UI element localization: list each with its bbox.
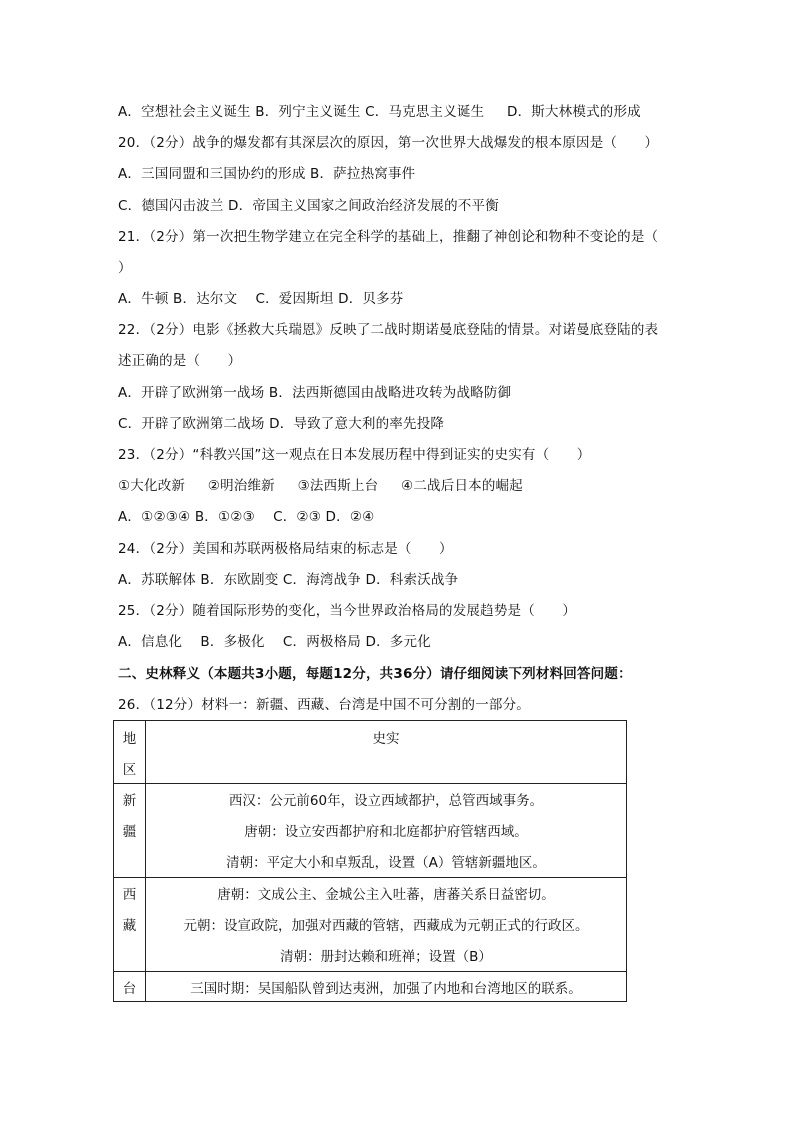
region-xinjiang-char-1: 新: [122, 793, 137, 809]
q23-options: A．①②③④ B．①②③ C．②③ D．②④: [118, 509, 375, 525]
history-table: [113, 720, 627, 1002]
q24-stem: 24．（2分）美国和苏联两极格局结束的标志是（ ）: [118, 541, 453, 557]
header-region-char-1: 地: [122, 731, 137, 747]
table-row-divider: [114, 971, 626, 972]
region-xizang-char-1: 西: [122, 887, 137, 903]
q22-stem-cont: 述正确的是（ ）: [118, 353, 242, 369]
q23-items: ①大化改新 ②明治维新 ③法西斯上台 ④二战后日本的崛起: [118, 478, 523, 494]
q24-options: A．苏联解体 B．东欧剧变 C．海湾战争 D．科索沃战争: [118, 572, 459, 588]
q21-stem-cont: ）: [118, 260, 132, 276]
xizang-fact-1: 唐朝：文成公主、金城公主入吐蕃，唐蕃关系日益密切。: [217, 887, 555, 903]
q20-stem: 20．（2分）战争的爆发都有其深层次的原因，第一次世界大战爆发的根本原因是（ ）: [118, 135, 659, 151]
q20-options-cd: C．德国闪击波兰 D．帝国主义国家之间政治经济发展的不平衡: [118, 198, 499, 214]
xinjiang-fact-2: 唐朝：设立安西都护府和北庭都护府管辖西域。: [244, 824, 528, 840]
q23-stem: 23．（2分）“科教兴国”这一观点在日本发展历程中得到证实的史实有（ ）: [118, 447, 591, 463]
q25-stem: 25．（2分）随着国际形势的变化，当今世界政治格局的发展趋势是（ ）: [118, 603, 577, 619]
xizang-fact-2: 元朝：设宣政院，加强对西藏的管辖，西藏成为元朝正式的行政区。: [183, 918, 589, 934]
table-row-divider: [114, 783, 626, 784]
q20-options-ab: A．三国同盟和三国协约的形成 B．萨拉热窝事件: [118, 166, 416, 182]
header-fact: 史实: [372, 731, 400, 747]
xizang-fact-3: 清朝：册封达赖和班禅；设置（B）: [280, 949, 492, 965]
q21-stem: 21．（2分）第一次把生物学建立在完全科学的基础上，推翻了神创论和物种不变论的是（: [118, 229, 659, 245]
q22-stem: 22．（2分）电影《拯救大兵瑞恩》反映了二战时期诺曼底登陆的情景。对诺曼底登陆的表: [118, 322, 659, 338]
region-taiwan-char-1: 台: [122, 981, 137, 997]
q21-options: A．牛顿 B．达尔文 C．爱因斯坦 D．贝多芬: [118, 291, 404, 307]
taiwan-fact-1: 三国时期：吴国船队曾到达夷洲，加强了内地和台湾地区的联系。: [190, 981, 582, 997]
header-region-char-2: 区: [122, 762, 137, 778]
table-row-divider: [114, 877, 626, 878]
xinjiang-fact-3: 清朝：平定大小和卓叛乱，设置（A）管辖新疆地区。: [226, 855, 546, 871]
q22-options-ab: A．开辟了欧洲第一战场 B．法西斯德国由战略进攻转为战略防御: [118, 385, 512, 401]
region-xizang-char-2: 藏: [122, 918, 137, 934]
region-xinjiang-char-2: 疆: [122, 824, 137, 840]
q19-options: A．空想社会主义诞生 B．列宁主义诞生 C．马克思主义诞生 D．斯大林模式的形成: [118, 104, 641, 120]
q26-stem: 26．（12分）材料一：新疆、西藏、台湾是中国不可分割的一部分。: [118, 697, 531, 713]
xinjiang-fact-1: 西汉：公元前60年，设立西域都护，总管西域事务。: [228, 793, 544, 809]
section-two-heading: 二、史林释义（本题共3小题，每题12分，共36分）请仔细阅读下列材料回答问题：: [118, 666, 632, 682]
q22-options-cd: C．开辟了欧洲第二战场 D．导致了意大利的率先投降: [118, 416, 445, 432]
q25-options: A．信息化 B．多极化 C．两极格局 D．多元化: [118, 634, 431, 650]
